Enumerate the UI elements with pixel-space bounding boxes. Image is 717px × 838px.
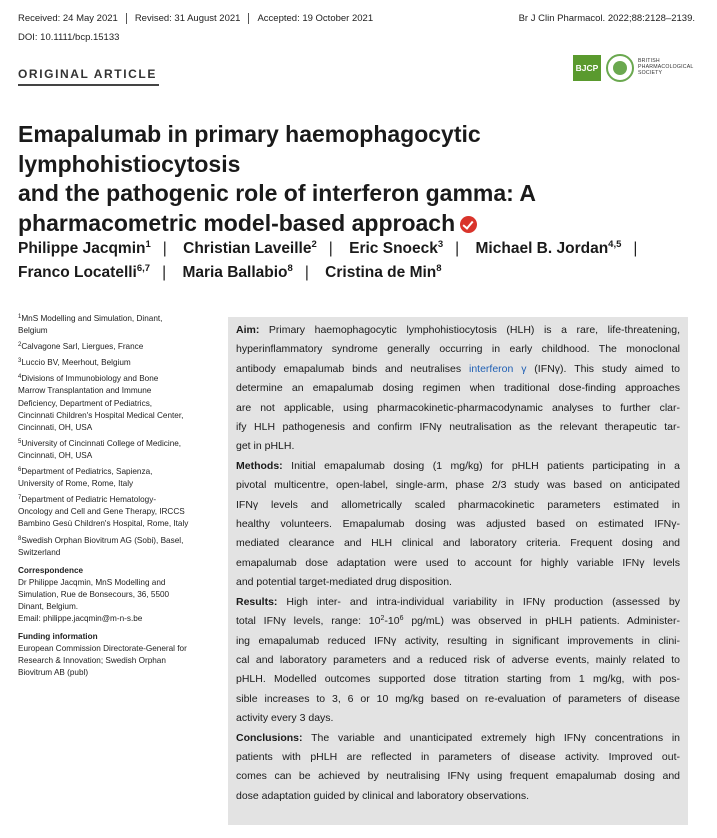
funding-details: European Commission Directorate-General for Research & Innovation; Swedish Orphan Biovitrum AB (publ): [18, 644, 187, 678]
author-list: Philippe Jacqmin$^1$ | Christian Laveille$^2$ | Eric Snoeck$^3$ | Michael B. Jordan$^{4,5}$ | Franco Locatelli$^{6,7}$ | Maria Ballabio$^8$ | Cristina de Min$^8$: [18, 239, 638, 281]
abstract-line: IFNγ levels and allometrically scaled pharmacokinetic parameters estimated in: [236, 498, 680, 511]
abstract-line: Results: High inter- and intra-individual variability in IFNγ production (assessed by: [236, 595, 680, 608]
affiliation: $^8$Swedish Orphan Biovitrum AG (Sobi), Basel, Switzerland: [18, 535, 184, 557]
article-title: Emapalumab in primary haemophagocytic lymphohistiocytosis and the pathogenic role of interferon gamma: A pharmacometric model-based approach: [18, 121, 536, 236]
abstract-line: and potential target-mediated drug disposition.: [236, 576, 452, 589]
affiliation: $^1$MnS Modelling and Simulation, Dinant, Belgium: [18, 314, 163, 336]
abstract-line: Methods: Initial emapalumab dosing (1 mg/kg) for pHLH patients participating in a: [236, 459, 680, 472]
aim-heading: Aim:: [236, 324, 260, 336]
publication-dates: [18, 13, 389, 24]
check-badge-icon[interactable]: [460, 216, 477, 233]
correspondence-heading: Correspondence: [18, 565, 84, 575]
abstract-line: emapalumab dose adaptation were used to account for highly variable IFNγ levels: [236, 556, 680, 569]
abstract-line: total IFNγ levels, range: $10^2-10^6$ pg/mL) was observed in pHLH patients. Administer-: [236, 615, 680, 628]
abstract-line: Conclusions: The variable and unanticipated extremely high IFNγ concentrations in: [236, 731, 680, 744]
abstract-line: ify HLH pathogenesis and confirm IFNγ neutralisation as the relevant therapeutic tar-: [236, 421, 680, 434]
affiliation: $^6$Department of Pediatrics, Sapienza, University of Rome, Rome, Italy: [18, 467, 153, 489]
journal-citation: [519, 13, 695, 24]
abstract-line: healthy volunteers. Emapalumab dosing was adjusted based on estimated IFNγ-: [236, 518, 680, 531]
abstract-line: dose adaptation guided by clinical and laboratory observations.: [236, 789, 530, 802]
article-type: ORIGINAL ARTICLE: [18, 67, 157, 81]
abstract-line: patients with pHLH are reflected in parameters of disease activity. Improved out-: [236, 750, 680, 763]
abstract-line: are not applicable, using pharmacokinetic-pharmacodynamic analyses to further clar-: [236, 401, 680, 414]
correspondence-details: Dr Philippe Jacqmin, MnS Modelling and Simulation, Rue de Bonsecours, 36, 5500 Dinant, Belgium. Email: philippe.jacqmin@m-n-s.be: [18, 577, 213, 625]
affiliation: $^5$University of Cincinnati College of Medicine, Cincinnati, OH, USA: [18, 438, 182, 460]
abstract-line: determine an emapalumab dosing regimen when traditional dose-finding approaches: [236, 382, 680, 395]
doi[interactable]: DOI: 10.1111/bcp.15133: [18, 32, 120, 43]
author-name[interactable]: Maria Ballabio$^8$: [182, 263, 293, 281]
society-name: BRITISH PHARMACOLOGICAL SOCIETY: [638, 58, 694, 77]
abstract-line: antibody emapalumab binds and neutralises interferon γ (IFNγ). This study aimed to: [236, 362, 681, 375]
correspondence-email[interactable]: Email: philippe.jacqmin@m-n-s.be: [18, 614, 143, 624]
conclusions-heading: Conclusions:: [236, 731, 303, 744]
abstract-line: ing emapalumab reduced IFNγ activity, resulting in significant improvements in clini-: [236, 634, 680, 647]
interferon-gamma-link[interactable]: interferon γ: [469, 362, 527, 375]
abstract-line: activity every 3 days.: [236, 712, 334, 725]
affiliation: $^2$Calvagone Sarl, Liergues, France: [18, 342, 144, 352]
abstract-line: hyperinflammatory syndrome generally occurring in early childhood. The monoclonal: [236, 343, 680, 356]
affiliation: $^4$Divisions of Immunobiology and Bone Marrow Transplantation and Immune Deficiency, Department of Pediatrics, Cincinnati Children's Hospital Medical Center, Cincinnati, OH, USA: [18, 374, 184, 432]
affiliation: $^7$Department of Pediatric Hematology- Oncology and Cell and Gene Therapy, IRCCS Bambino Gesù Children's Hospital, Rome, Italy: [18, 495, 189, 529]
bjcp-logo: BJCP: [573, 55, 601, 81]
society-seal-icon: [606, 54, 634, 82]
revised-date: Revised: 31 August 2021: [135, 13, 250, 24]
abstract-line: sible increases to 3, 6 or 10 mg/kg based on re-evaluation of parameters of disease: [236, 692, 680, 705]
affiliation: $^3$Luccio BV, Meerhout, Belgium: [18, 358, 131, 368]
abstract-box: [228, 317, 688, 825]
results-heading: Results:: [236, 595, 278, 608]
author-name[interactable]: Cristina de Min$^8$: [325, 263, 442, 281]
abstract-line: comes can be achieved by neutralising IFNγ using frequent emapalumab dosing and: [236, 770, 680, 783]
journal-volume: 2022;88:2128–2139.: [605, 13, 695, 24]
accepted-date: Accepted: 19 October 2021: [257, 13, 374, 24]
methods-heading: Methods:: [236, 459, 283, 472]
abstract-line: get in pHLH.: [236, 440, 295, 453]
affiliations-column: [18, 313, 213, 684]
abstract-line: pivotal multicentre, open-label, single-arm, phase 2/3 study was based on anticipated: [236, 479, 680, 492]
abstract-line: cal and laboratory parameters and a reduced risk of adverse events, mainly related to: [236, 653, 680, 666]
abstract-line: pHLH. Modelled outcomes supported dose titration starting from 1 mg/kg, with pos-: [236, 673, 680, 686]
author-name[interactable]: Franco Locatelli$^{6,7}$: [18, 263, 151, 281]
abstract-line: Aim: Primary haemophagocytic lymphohistiocytosis (HLH) is a rare, life-threatening,: [236, 324, 680, 336]
funding-heading: Funding information: [18, 632, 98, 642]
author-name[interactable]: Michael B. Jordan$^{4,5}$: [475, 239, 622, 257]
author-name[interactable]: Philippe Jacqmin$^1$: [18, 239, 151, 257]
journal-name: Br J Clin Pharmacol.: [518, 13, 606, 24]
received-date: Received: 24 May 2021: [18, 13, 127, 24]
abstract-line: mediated clearance and HLH clinical and laboratory criteria. Frequent dosing and: [236, 537, 680, 550]
author-name[interactable]: Eric Snoeck$^3$: [349, 239, 444, 257]
article-type-underline: [18, 84, 159, 86]
author-name[interactable]: Christian Laveille$^2$: [183, 239, 317, 257]
